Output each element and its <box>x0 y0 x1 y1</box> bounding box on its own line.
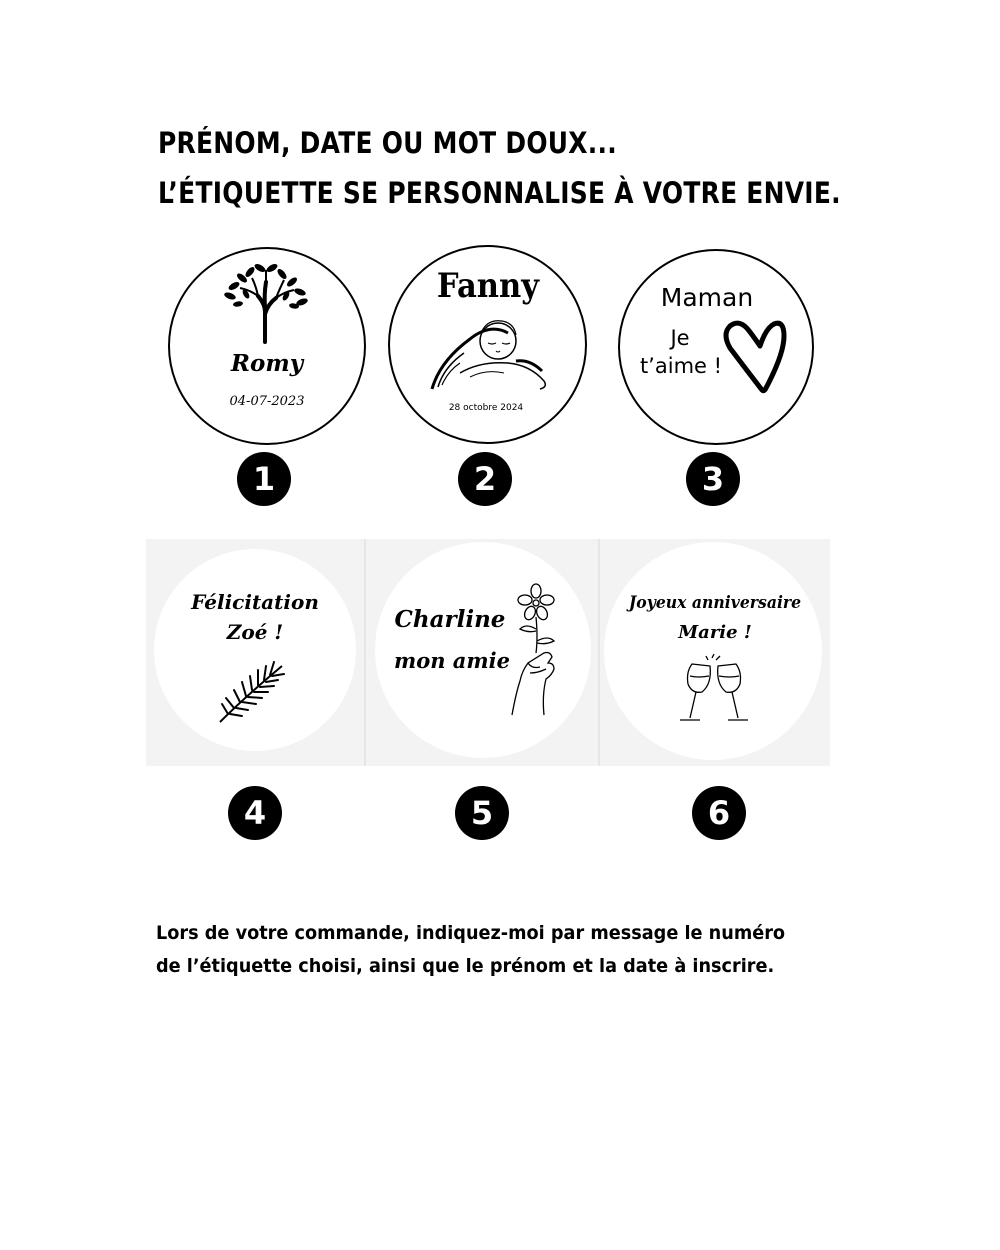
number-badge-2: 2 <box>458 452 512 506</box>
number-badge-4: 4 <box>228 786 282 840</box>
label-1-date: 04-07-2023 <box>229 394 305 409</box>
order-instructions-line-1: Lors de votre commande, indiquez-moi par message le numéro <box>156 922 786 944</box>
label-6-line-2: Marie ! <box>678 622 752 643</box>
label-3-line-1: Maman <box>660 283 754 312</box>
headline <box>158 118 846 218</box>
order-instructions <box>156 917 807 983</box>
label-2-name: Fanny <box>436 266 540 306</box>
number-badge-6: 6 <box>692 786 746 840</box>
rosemary-sprig-icon <box>216 652 288 724</box>
label-2-date: 28 octobre 2024 <box>448 403 524 413</box>
panel-divider <box>598 539 600 766</box>
label-1-name: Romy <box>230 350 304 377</box>
hand-holding-flower-icon <box>508 583 562 719</box>
heart-icon <box>722 318 786 394</box>
number-badge-1: 1 <box>237 452 291 506</box>
order-instructions-line-2: de l’étiquette choisi, ainsi que le prénom et la date à inscrire. <box>156 955 775 977</box>
headline-line-1: PRÉNOM, DATE OU MOT DOUX... <box>158 126 617 160</box>
label-6-line-1: Joyeux anniversaire <box>628 593 802 613</box>
label-5-line-2: mon amie <box>394 648 510 673</box>
number-badge-5: 5 <box>455 786 509 840</box>
label-4-line-2: Zoé ! <box>226 620 284 644</box>
label-5-line-1: Charline <box>394 606 506 633</box>
sleeping-baby-icon <box>430 311 548 391</box>
number-badge-3: 3 <box>686 452 740 506</box>
headline-line-2: L’ÉTIQUETTE SE PERSONNALISE À VOTRE ENVIE. <box>158 176 841 210</box>
champagne-glasses-icon <box>678 654 752 726</box>
tree-icon <box>222 264 312 344</box>
label-3-line-3: t’aime ! <box>639 354 723 378</box>
label-6[interactable] <box>604 542 822 760</box>
panel-divider <box>364 539 366 766</box>
label-4-line-1: Félicitation <box>191 590 319 614</box>
label-3-line-2: Je <box>670 326 690 350</box>
